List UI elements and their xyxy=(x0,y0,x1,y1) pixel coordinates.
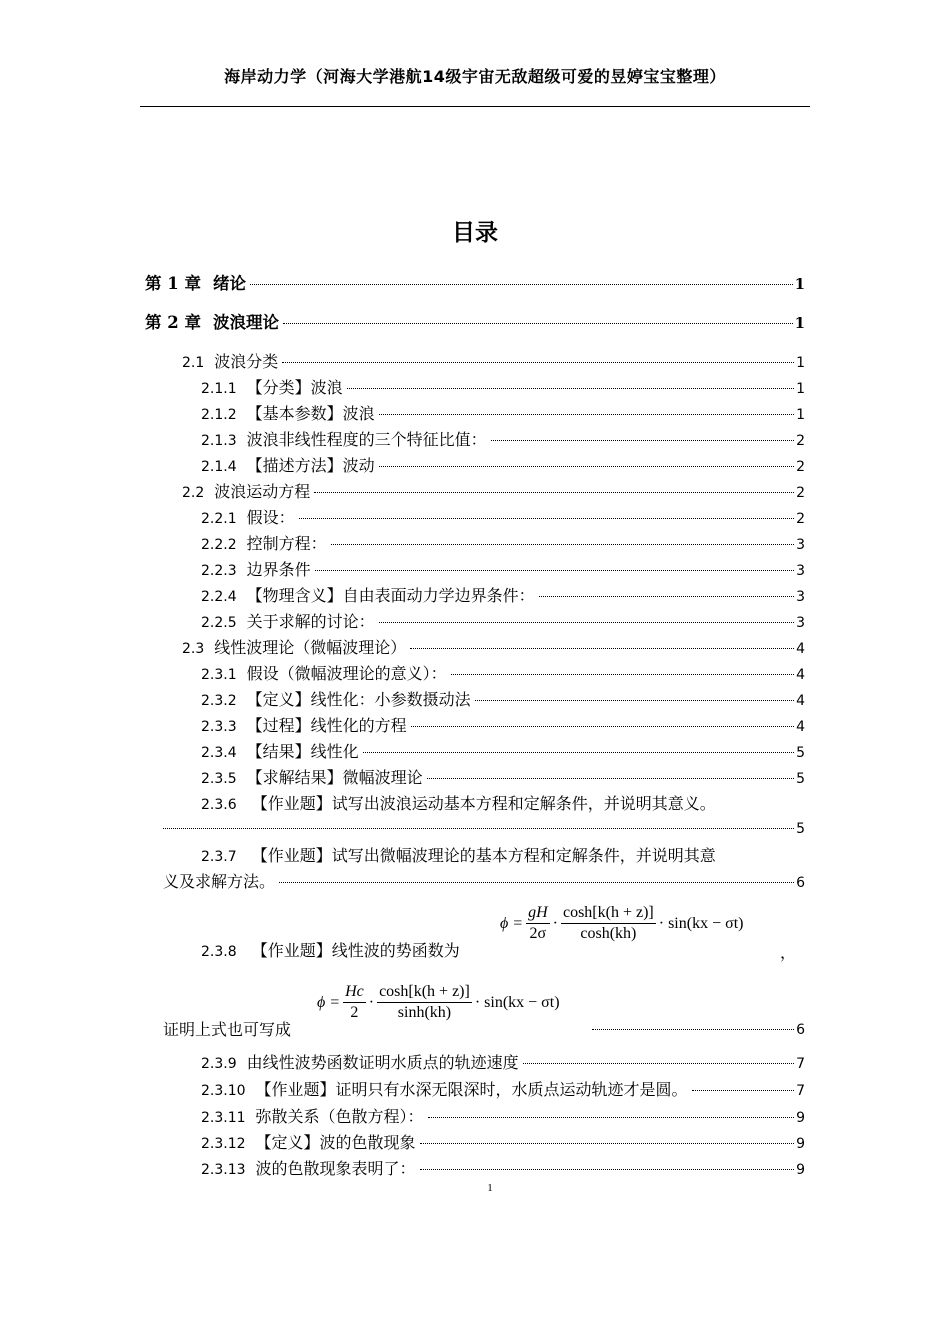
toc-page: 2 xyxy=(796,511,805,527)
toc-chapter-2[interactable] xyxy=(145,312,805,334)
toc-entry-2-1-4[interactable] xyxy=(201,455,805,477)
formula-numerator: gH xyxy=(526,904,550,924)
toc-entry-2-3-7-line2[interactable] xyxy=(163,871,805,894)
toc-label: 弥散关系（色散方程）： xyxy=(255,1107,424,1126)
toc-page: 1 xyxy=(794,275,805,293)
toc-entry-2-1-1[interactable] xyxy=(201,377,805,399)
toc-entry-2-1[interactable] xyxy=(182,351,805,373)
toc-entry-2-2-2[interactable] xyxy=(201,533,805,555)
toc-entry-2-3-10[interactable] xyxy=(201,1079,805,1101)
toc-number: 2.3.5 xyxy=(201,771,237,787)
toc-entry-2-3-7[interactable] xyxy=(201,845,716,868)
toc-label: 波的色散现象表明了： xyxy=(255,1159,416,1178)
formula-dot: · xyxy=(368,993,375,1011)
page-number: 1 xyxy=(487,1182,493,1194)
toc-label: 假设（微幅波理论的意义）： xyxy=(246,664,447,683)
toc-entry-2-2-1[interactable] xyxy=(201,507,805,529)
formula-fraction xyxy=(343,983,366,1022)
toc-label: 【作业题】试写出波浪运动基本方程和定解条件，并说明其意义。 xyxy=(251,794,716,813)
toc-page: 1 xyxy=(796,355,805,371)
toc-label: 线性波理论（微幅波理论） xyxy=(214,638,407,657)
toc-page: 4 xyxy=(796,693,805,709)
dot-leader xyxy=(523,1062,794,1064)
formula-denominator: 2 xyxy=(350,1004,359,1021)
toc-page: 3 xyxy=(796,563,805,579)
dot-leader xyxy=(250,283,793,285)
toc-number: 2.3.2 xyxy=(201,693,237,709)
toc-label: 控制方程： xyxy=(246,534,327,553)
formula-denominator: 2σ xyxy=(529,925,547,942)
toc-entry-2-2-4[interactable] xyxy=(201,585,805,607)
toc-entry-2-3-2[interactable] xyxy=(201,689,805,711)
dot-leader xyxy=(331,543,794,545)
toc-entry-2-3-6-leader-line[interactable] xyxy=(163,818,805,840)
formula-denominator: cosh(kh) xyxy=(580,925,637,942)
toc-number: 2.1.3 xyxy=(201,433,237,449)
dot-leader xyxy=(411,725,794,727)
toc-label-continued: 证明上式也可写成 xyxy=(163,1020,292,1039)
formula-tail: · sin(kx − σt) xyxy=(474,993,560,1011)
dot-leader xyxy=(314,491,794,493)
toc-number: 2.2.4 xyxy=(201,589,237,605)
formula-numerator: cosh[k(h + z)] xyxy=(561,904,656,924)
formula-lhs: ϕ = xyxy=(317,993,341,1011)
toc-page: 5 xyxy=(796,745,805,761)
toc-number: 2.1 xyxy=(182,355,205,371)
toc-number: 2.3 xyxy=(182,641,205,657)
formula-denominator: sinh(kh) xyxy=(397,1004,452,1021)
toc-page: 9 xyxy=(796,1110,805,1126)
toc-label: 波浪理论 xyxy=(212,313,279,332)
toc-number: 2.2.3 xyxy=(201,563,237,579)
dot-leader xyxy=(410,647,794,649)
formula-dot: · xyxy=(552,914,558,932)
formula-numerator: Hc xyxy=(343,983,366,1003)
toc-entry-2-3[interactable] xyxy=(182,637,805,659)
toc-number: 2.3.6 xyxy=(201,797,237,813)
dot-leader xyxy=(163,827,794,829)
header-rule xyxy=(140,106,810,107)
toc-entry-2-3-8-leader[interactable] xyxy=(592,1019,805,1041)
toc-number: 2.3.7 xyxy=(201,849,237,865)
toc-entry-2-3-4[interactable] xyxy=(201,741,805,763)
toc-label: 假设： xyxy=(246,508,295,527)
toc-page: 6 xyxy=(796,875,805,891)
toc-page: 9 xyxy=(796,1162,805,1178)
dot-leader xyxy=(427,777,794,779)
toc-page: 6 xyxy=(796,1022,805,1038)
toc-page: 7 xyxy=(796,1056,805,1072)
toc-label: 【结果】线性化 xyxy=(246,742,359,761)
velocity-potential-formula xyxy=(500,904,743,943)
toc-page: 3 xyxy=(796,589,805,605)
toc-page: 4 xyxy=(796,641,805,657)
toc-entry-2-3-12[interactable] xyxy=(201,1132,805,1154)
dot-leader xyxy=(592,1028,794,1030)
toc-label: 【描述方法】波动 xyxy=(246,456,375,475)
toc-number: 2.3.8 xyxy=(201,944,237,960)
toc-label: 【定义】波的色散现象 xyxy=(255,1133,416,1152)
dot-leader xyxy=(475,699,794,701)
dot-leader xyxy=(299,517,794,519)
dot-leader xyxy=(692,1089,795,1091)
toc-page: 1 xyxy=(794,314,805,332)
dot-leader xyxy=(539,595,794,597)
formula-numerator: cosh[k(h + z)] xyxy=(377,983,472,1003)
toc-number: 2.1.2 xyxy=(201,407,237,423)
toc-number: 第 2 章 xyxy=(145,313,201,332)
toc-page: 2 xyxy=(796,433,805,449)
toc-label: 【过程】线性化的方程 xyxy=(246,716,407,735)
toc-page: 3 xyxy=(796,615,805,631)
dot-leader xyxy=(379,621,794,623)
toc-entry-2-3-5[interactable] xyxy=(201,767,805,789)
toc-label: 波浪分类 xyxy=(214,352,279,371)
toc-label: 关于求解的讨论： xyxy=(246,612,375,631)
formula-fraction xyxy=(377,983,472,1022)
dot-leader xyxy=(379,413,794,415)
running-header: 海岸动力学（河海大学港航14级宇宙无敌超级可爱的昱婷宝宝整理） xyxy=(224,67,726,86)
dot-leader xyxy=(279,881,794,883)
toc-entry-2-3-13[interactable] xyxy=(201,1158,805,1180)
toc-number: 2.2.5 xyxy=(201,615,237,631)
toc-number: 2.3.11 xyxy=(201,1110,246,1126)
toc-entry-2-3-1[interactable] xyxy=(201,663,805,685)
toc-page: 5 xyxy=(796,821,805,837)
toc-page: 5 xyxy=(796,771,805,787)
dot-leader xyxy=(428,1116,795,1118)
dot-leader xyxy=(491,439,794,441)
toc-label-continued: 义及求解方法。 xyxy=(163,872,276,891)
formula-fraction xyxy=(526,904,550,943)
dot-leader xyxy=(420,1168,795,1170)
toc-label: 【作业题】证明只有水深无限深时，水质点运动轨迹才是圆。 xyxy=(255,1080,688,1099)
toc-number: 2.2.2 xyxy=(201,537,237,553)
dot-leader xyxy=(282,361,794,363)
dot-leader xyxy=(363,751,794,753)
toc-title: 目录 xyxy=(452,220,498,246)
dot-leader xyxy=(315,569,794,571)
toc-entry-2-3-8-line2[interactable] xyxy=(163,1019,291,1041)
toc-label: 绪论 xyxy=(212,274,246,293)
toc-label: 【物理含义】自由表面动力学边界条件： xyxy=(246,586,535,605)
toc-page: 1 xyxy=(796,381,805,397)
formula-fraction xyxy=(561,904,656,943)
toc-page: 1 xyxy=(796,407,805,423)
toc-label: 【作业题】试写出微幅波理论的基本方程和定解条件，并说明其意 xyxy=(251,846,716,865)
toc-entry-2-2[interactable] xyxy=(182,481,805,503)
alternate-potential-formula xyxy=(317,983,560,1022)
toc-page: 7 xyxy=(796,1083,805,1099)
toc-page: 4 xyxy=(796,719,805,735)
toc-number: 2.3.9 xyxy=(201,1056,237,1072)
toc-number: 2.1.4 xyxy=(201,459,237,475)
toc-label: 边界条件 xyxy=(246,560,311,579)
toc-entry-2-3-8[interactable] xyxy=(201,940,460,963)
toc-number: 第 1 章 xyxy=(145,274,201,293)
toc-page: 4 xyxy=(796,667,805,683)
dot-leader xyxy=(451,673,794,675)
dot-leader xyxy=(379,465,794,467)
toc-entry-2-3-3[interactable] xyxy=(201,715,805,737)
formula-lhs: ϕ = xyxy=(500,914,524,932)
toc-page: 2 xyxy=(796,459,805,475)
toc-number: 2.2 xyxy=(182,485,205,501)
toc-label: 【基本参数】波浪 xyxy=(246,404,375,423)
toc-number: 2.3.13 xyxy=(201,1162,246,1178)
toc-label: 【定义】线性化：小参数摄动法 xyxy=(246,690,471,709)
toc-chapter-1[interactable] xyxy=(145,273,805,295)
toc-entry-2-3-9[interactable] xyxy=(201,1052,805,1074)
formula-tail: · sin(kx − σt) xyxy=(658,914,744,932)
toc-page: 9 xyxy=(796,1136,805,1152)
toc-number: 2.2.1 xyxy=(201,511,237,527)
toc-entry-2-3-6[interactable] xyxy=(201,793,716,816)
toc-page: 3 xyxy=(796,537,805,553)
toc-entry-2-2-5[interactable] xyxy=(201,611,805,633)
dot-leader xyxy=(283,322,793,324)
toc-number: 2.3.3 xyxy=(201,719,237,735)
toc-number: 2.3.10 xyxy=(201,1083,246,1099)
toc-page: 2 xyxy=(796,485,805,501)
toc-entry-2-1-3[interactable] xyxy=(201,429,805,451)
toc-entry-2-3-11[interactable] xyxy=(201,1106,805,1128)
toc-label: 【作业题】线性波的势函数为 xyxy=(251,941,460,960)
toc-label: 【分类】波浪 xyxy=(246,378,343,397)
dot-leader xyxy=(347,387,794,389)
toc-number: 2.3.4 xyxy=(201,745,237,761)
dot-leader xyxy=(420,1142,795,1144)
formula-comma: ， xyxy=(780,943,797,962)
toc-label: 由线性波势函数证明水质点的轨迹速度 xyxy=(246,1053,519,1072)
toc-label: 波浪非线性程度的三个特征比值： xyxy=(246,430,487,449)
toc-entry-2-2-3[interactable] xyxy=(201,559,805,581)
toc-entry-2-1-2[interactable] xyxy=(201,403,805,425)
toc-label: 【求解结果】微幅波理论 xyxy=(246,768,423,787)
toc-number: 2.1.1 xyxy=(201,381,237,397)
toc-label: 波浪运动方程 xyxy=(214,482,311,501)
toc-number: 2.3.1 xyxy=(201,667,237,683)
toc-number: 2.3.12 xyxy=(201,1136,246,1152)
